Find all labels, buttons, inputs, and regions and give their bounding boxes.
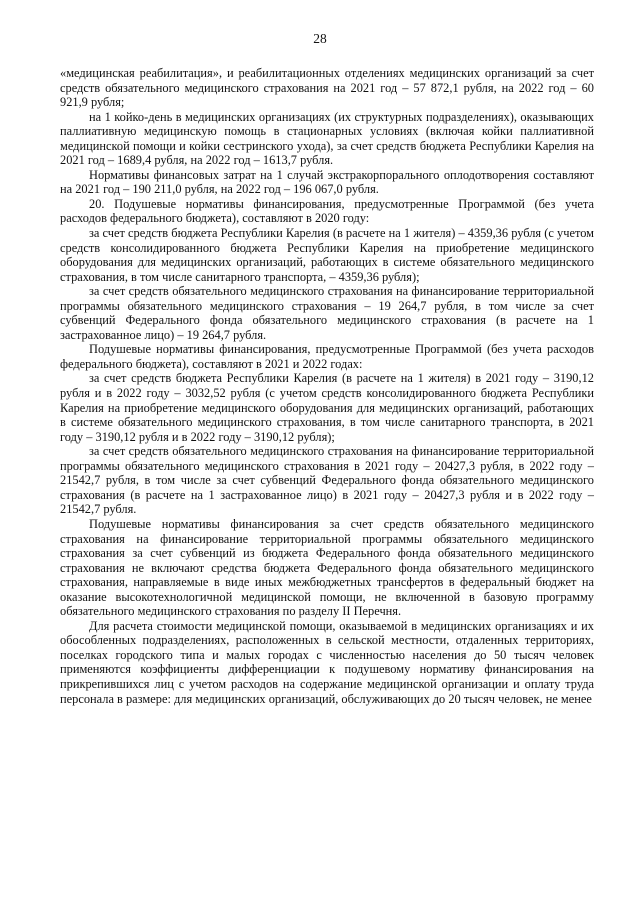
paragraph-karelia-budget-2021-2022: за счет средств бюджета Республики Карелия (в расчете на 1 жителя) в 2021 году – 3190,12 рубля и в 2022 году – 3032,52 рубля (с учетом средств консолидированного бюджета Республики Карелия на приобретение медицинского оборудования для медицинских организаций, работающих в системе обязательного медицинского страхования, в том числе санитарного транспорта, в 2021 году – 3190,12 рубля и в 2022 году – 3190,12 рубля);: [60, 371, 594, 444]
document-body: [60, 66, 594, 706]
paragraph-palliative-bed-day: на 1 койко-день в медицинских организациях (их структурных подразделениях), оказывающих паллиативную медицинскую помощь в стационарных условиях (включая койки паллиативной медицинской помощи и койки сестринского ухода), за счет средств бюджета Республики Карелия на 2021 год – 1689,4 рубля, на 2022 год – 1613,7 рубля.: [60, 109, 594, 168]
paragraph-item-20-per-capita-2020: 20. Подушевые нормативы финансирования, предусмотренные Программой (без учета расходов федерального бюджета), составляют в 2020 году:: [60, 196, 594, 226]
paragraph-per-capita-2021-2022: Подушевые нормативы финансирования, предусмотренные Программой (без учета расходов федерального бюджета), составляют в 2021 и 2022 годах:: [60, 342, 594, 371]
paragraph-medical-rehabilitation-continuation: «медицинская реабилитация», и реабилитационных отделениях медицинских организаций за счет средств обязательного медицинского страхования на 2021 год – 57 872,1 рубля, на 2022 год – 60 921,9 рубля;: [60, 66, 594, 110]
page-number: 28: [313, 31, 327, 46]
paragraph-ivf-cost-norms: Нормативы финансовых затрат на 1 случай экстракорпорального оплодотворения составляют на 2021 год – 190 211,0 рубля, на 2022 год – 196 067,0 рубля.: [60, 167, 594, 197]
paragraph-differentiation-coefficients: Для расчета стоимости медицинской помощи, оказываемой в медицинских организациях и их обособленных подразделениях, расположенных в сельской местности, отдаленных территориях, поселках городского типа и малых городах с численностью населения до 50 тысяч человек применяются коэффициенты дифференциации к подушевому нормативу финансирования на прикрепившихся лиц с учетом расходов на содержание медицинской организации и оплату труда персонала в размере: для медицинских организаций, обслуживающих до 20 тысяч человек, не менее: [60, 618, 594, 706]
paragraph-oms-2021-2022: за счет средств обязательного медицинского страхования на финансирование территориальной программы обязательного медицинского страхования в 2021 году – 20427,3 рубля, в 2022 году – 21542,7 рубля, в том числе за счет субвенций Федерального фонда обязательного медицинского страхования (в расчете на 1 застрахованное лицо) в 2021 году – 20427,3 рубля и в 2022 году – 21542,7 рубля.: [60, 444, 594, 517]
paragraph-oms-2020: за счет средств обязательного медицинского страхования на финансирование территориальной программы обязательного медицинского страхования – 19 264,7 рубля, в том числе за счет субвенций Федерального фонда обязательного медицинского страхования (в расчете на 1 застрахованное лицо) – 19 264,7 рубля.: [60, 284, 594, 342]
paragraph-karelia-budget-2020: за счет средств бюджета Республики Карелия (в расчете на 1 жителя) – 4359,36 рубля (с учетом средств консолидированного бюджета Республики Карелия на приобретение медицинского оборудования для медицинских организаций, работающих в системе обязательного медицинского страхования, в том числе санитарного транспорта, – 4359,36 рубля);: [60, 226, 594, 284]
paragraph-oms-exclusions: Подушевые нормативы финансирования за счет средств обязательного медицинского страхования на финансирование территориальной программы обязательного медицинского страхования за счет субвенций из бюджета Федерального фонда обязательного медицинского страхования не включают средства бюджета Федерального фонда обязательного медицинского страхования, направляемые в виде иных межбюджетных трансфертов в федеральный бюджет на оказание высокотехнологичной медицинской помощи, не включенной в базовую программу обязательного медицинского страхования по разделу II Перечня.: [60, 516, 594, 619]
